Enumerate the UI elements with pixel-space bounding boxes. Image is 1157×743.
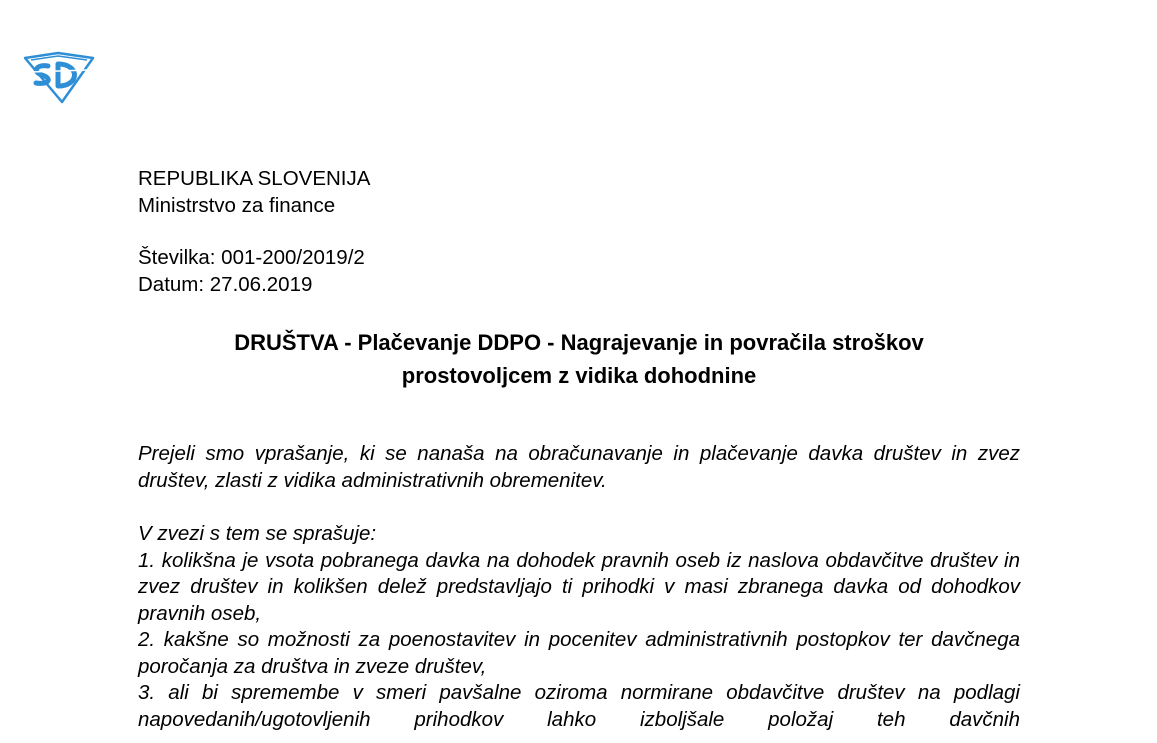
title-line-2: prostovoljcem z vidika dohodnine [401,363,757,388]
ministry-name: Ministrstvo za finance [138,194,336,217]
country-name: REPUBLIKA SLOVENIJA [138,167,371,190]
question-item-1: 1. kolikšna je vsota pobranega davka na dohodek pravnih oseb iz naslova obdavčitve društev in zvez društev in kolikšen delež predstavljajo ti prihodki v masi zbranega davka od dohodkov pravnih oseb, [138,548,1020,625]
question-lead: V zvezi s tem se sprašuje: [138,522,377,545]
intro-paragraph: Prejeli smo vprašanje, ki se nanaša na obračunavanje in plačevanje davka društev in zvez društev, zlasti z vidika administrativnih obremenitev. [138,442,1020,492]
document-date: Datum: 27.06.2019 [138,273,313,296]
document-title [138,326,1020,392]
document-body [138,441,1020,733]
shield-sd-logo-icon [22,50,96,104]
question-item-2: 2. kakšne so možnosti za poenostavitev in pocenitev administrativnih postopkov ter davčnega poročanja za društva in zveze društev, [138,628,1020,678]
title-line-1: DRUŠTVA - Plačevanje DDPO - Nagrajevanje in povračila stroškov [234,330,924,355]
question-item-3: 3. ali bi spremembe v smeri pavšalne oziroma normirane obdavčitve društev na podlagi napovedanih/ugotovljenih prihodkov lahko izboljšale položaj teh davčnih [138,681,1020,731]
document-number: Številka: 001-200/2019/2 [138,246,365,269]
ministry-logo [22,50,96,104]
